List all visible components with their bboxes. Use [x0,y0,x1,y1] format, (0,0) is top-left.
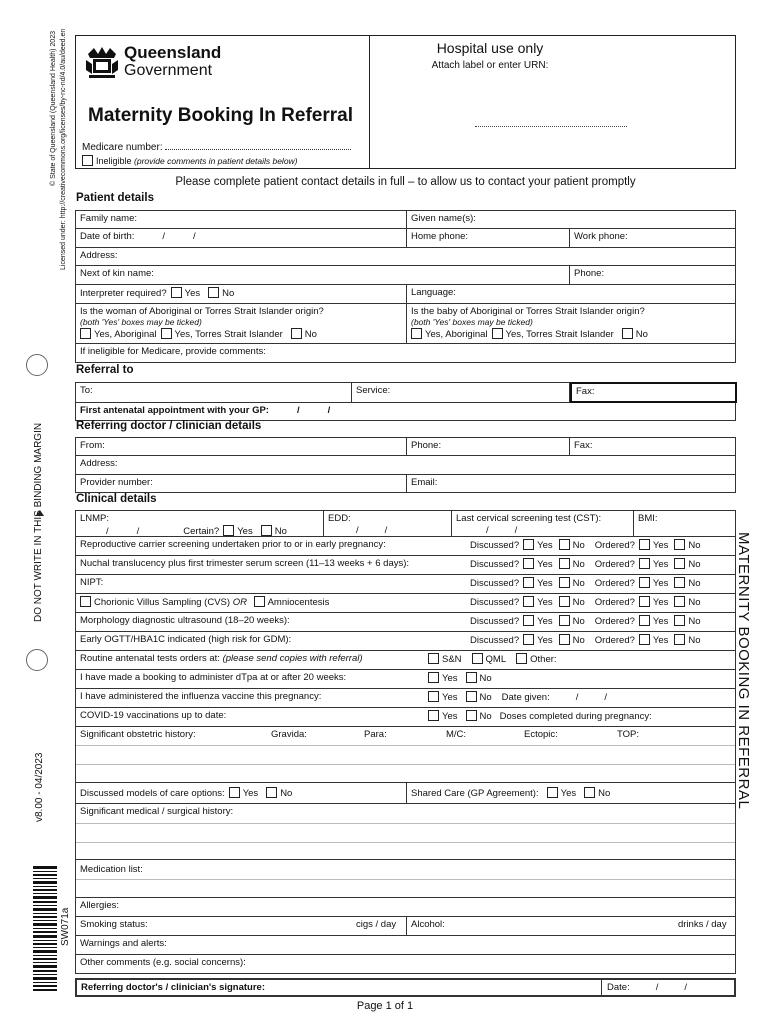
hospital-use-title: Hospital use only [436,40,544,56]
allergies-row[interactable] [75,898,736,917]
family-name-row[interactable] [75,210,736,229]
discussed-no-checkbox[interactable] [559,634,570,645]
amnio-checkbox[interactable] [254,596,265,607]
bmi-label: BMI: [638,513,658,524]
warnings-label: Warnings and alerts: [80,938,167,949]
signature-row[interactable]: Referring doctor's / clinician's signature: Date: / / [75,978,736,997]
screening-label: Early OGTT/HBA1C indicated (high risk for GDM): [80,634,292,645]
referral-fax-label: Fax: [570,382,737,403]
cst-label: Last cervical screening test (CST): [456,513,602,524]
medicare-label: Medicare number: [82,142,163,153]
shared-care-no-checkbox[interactable] [584,787,595,798]
date-given-label: Date given: [501,692,550,703]
ordered-no-checkbox[interactable] [674,596,685,607]
first-gp-row[interactable]: First antenatal appointment with your GP: / / [75,403,736,421]
flu-no-checkbox[interactable] [466,691,477,702]
next-of-kin-row[interactable] [75,266,736,285]
referrer-phone-label: Phone: [411,440,442,451]
clinical-heading: Clinical details [76,493,157,505]
models-no-checkbox[interactable] [266,787,277,798]
ordered-yes-checkbox[interactable] [639,558,650,569]
interpreter-no-checkbox[interactable] [208,287,219,298]
qml-checkbox[interactable] [472,653,483,664]
next-of-kin-label: Next of kin name: [80,268,154,279]
urn-field[interactable] [475,126,627,127]
cvs-label: Chorionic Villus Sampling (CVS) [94,597,231,608]
ordered-yes-checkbox[interactable] [639,539,650,550]
shared-care-yes-checkbox[interactable] [547,787,558,798]
ineligible-comments-row[interactable] [75,344,736,363]
referral-to-row[interactable] [75,382,736,403]
form-code: SW071a [60,907,71,946]
binding-hole-top [26,354,48,376]
edd-label: EDD: [328,513,351,524]
interpreter-yes-checkbox[interactable] [171,287,182,298]
cvs-checkbox[interactable] [80,596,91,607]
from-label: From: [80,440,105,451]
models-label: Discussed models of care options: [80,788,225,799]
para-label: Para: [364,729,387,740]
interpreter-row[interactable]: Interpreter required? Yes No Language: [75,285,736,304]
other-lab-checkbox[interactable] [516,653,527,664]
arrow-up-icon [36,510,44,516]
woman-aboriginal-checkbox[interactable] [80,328,91,339]
ordered-no-checkbox[interactable] [674,577,685,588]
discussed-yes-checkbox[interactable] [523,577,534,588]
service-label: Service: [356,385,391,396]
smoking-row[interactable] [75,917,736,936]
certain-no-checkbox[interactable] [261,525,272,536]
shared-care-label: Shared Care (GP Agreement): [411,788,539,799]
referral-to-heading: Referral to [76,364,134,376]
discussed-yes-checkbox[interactable] [523,558,534,569]
discussed-no-checkbox[interactable] [559,558,570,569]
form-header [75,35,736,169]
version-text: v8.00 - 04/2023 [34,752,45,822]
mc-label: M/C: [446,729,467,740]
discussed-yes-checkbox[interactable] [523,634,534,645]
given-names-label: Given name(s): [411,213,476,224]
crest-logo-icon [84,44,120,80]
discussed-yes-checkbox[interactable] [523,539,534,550]
woman-no-checkbox[interactable] [291,328,302,339]
ineligible-label: Ineligible [96,156,132,166]
dtpa-label: I have made a booking to administer dTpa at or after 20 weeks: [80,672,347,683]
page-title: Maternity Booking In Referral [88,105,353,126]
ordered-yes-checkbox[interactable] [639,577,650,588]
alcohol-label: Alcohol: [411,919,445,930]
aboriginal-woman-label: Is the woman of Aboriginal or Torres Strait Islander origin? [80,306,324,317]
baby-tsi-checkbox[interactable] [492,328,503,339]
obstetric-label: Significant obstetric history: [80,729,196,740]
covid-yes-checkbox[interactable] [428,710,439,721]
other-comments-label: Other comments (e.g. social concerns): [80,957,246,968]
language-label: Language: [411,287,456,298]
screening-label: Morphology diagnostic ultrasound (18–20 weeks): [80,615,290,626]
covid-label: COVID-19 vaccinations up to date: [80,710,227,721]
medication-row[interactable] [75,860,736,898]
ineligible-comments-label: If ineligible for Medicare, provide comments: [80,346,266,357]
ordered-yes-checkbox[interactable] [639,596,650,607]
aboriginal-row[interactable]: Is the woman of Aboriginal or Torres Strait Islander origin? (both 'Yes' boxes may be ticked) Yes, Aboriginal Yes, Torres Strait Islander No Is the baby of Aboriginal or Torres Strait Islander origin? (both 'Yes' boxes may be ticked) Yes, Aboriginal Yes, Torres Strait Islander No [75,304,736,344]
allergies-label: Allergies: [80,900,120,911]
signature-label: Referring doctor's / clinician's signature: [81,982,266,993]
morphology-row[interactable]: Morphology diagnostic ultrasound (18–20 weeks): Discussed? Yes No Ordered? Yes No [75,613,736,632]
provider-label: Provider number: [80,477,153,488]
provider-row[interactable] [75,475,736,493]
ordered-yes-checkbox[interactable] [639,634,650,645]
interpreter-label: Interpreter required? [80,288,167,299]
cigs-label: cigs / day [356,919,397,930]
work-phone-label: Work phone: [574,231,628,242]
side-title: MATERNITY BOOKING IN REFERRAL [735,532,752,810]
doses-label: Doses completed during pregnancy: [499,711,652,722]
referring-heading: Referring doctor / clinician details [76,420,262,432]
dob-row[interactable]: Date of birth: / / Home phone: Work phone: [75,229,736,248]
intro-text: Please complete patient contact details in full – to allow us to contact your patient promptly [175,176,636,188]
binding-hole-bottom [26,649,48,671]
home-phone-label: Home phone: [411,231,469,242]
family-name-label: Family name: [80,213,138,224]
discussed-no-checkbox[interactable] [559,577,570,588]
ineligible-checkbox[interactable] [82,155,93,166]
email-label: Email: [411,477,438,488]
sn-checkbox[interactable] [428,653,439,664]
ordered-no-checkbox[interactable] [674,634,685,645]
kin-phone-label: Phone: [574,268,605,279]
signature-date-label: Date: [607,982,630,993]
ineligible-option[interactable] [82,155,298,166]
address-row[interactable] [75,248,736,266]
barcode [33,866,57,991]
aboriginal-baby-label: Is the baby of Aboriginal or Torres Strait Islander origin? [411,306,645,317]
baby-no-checkbox[interactable] [622,328,633,339]
dtpa-row[interactable]: I have made a booking to administer dTpa at or after 20 weeks: Yes No [75,670,736,689]
screening-label: NIPT: [80,577,104,588]
drinks-label: drinks / day [678,919,727,930]
ordered-no-checkbox[interactable] [674,558,685,569]
discussed-no-checkbox[interactable] [559,539,570,550]
page-number: Page 1 of 1 [356,1000,414,1012]
ordered-no-checkbox[interactable] [674,615,685,626]
to-label: To: [80,385,93,396]
discussed-yes-checkbox[interactable] [523,615,534,626]
medical-history-row[interactable] [75,804,736,860]
baby-aboriginal-checkbox[interactable] [411,328,422,339]
ordered-no-checkbox[interactable] [674,539,685,550]
gravida-label: Gravida: [271,729,307,740]
discussed-no-checkbox[interactable] [559,596,570,607]
routine-label: Routine antenatal tests orders at: [80,653,220,664]
certain-yes-checkbox[interactable] [223,525,234,536]
discussed-yes-checkbox[interactable] [523,596,534,607]
brand-line2: Government [124,62,213,79]
address-label: Address: [80,250,118,261]
referrer-address-row[interactable] [75,456,736,475]
covid-no-checkbox[interactable] [466,710,477,721]
obstetric-history-row[interactable] [75,727,736,783]
screening-label: Reproductive carrier screening undertaken prior to or in early pregnancy: [80,539,386,550]
brand-line1: Queensland [124,43,222,62]
models-yes-checkbox[interactable] [229,787,240,798]
certain-label: Certain? [183,526,220,537]
medication-label: Medication list: [80,864,143,875]
top-label: TOP: [617,729,639,740]
copyright-text: © State of Queensland (Queensland Health) 2023 [50,31,57,186]
referrer-address-label: Address: [80,458,118,469]
models-of-care-row[interactable]: Discussed models of care options: Yes No Shared Care (GP Agreement): Yes No [75,783,736,804]
lnmp-label: LNMP: [80,513,110,524]
medical-label: Significant medical / surgical history: [80,806,234,817]
from-row[interactable] [75,437,736,456]
dob-label: Date of birth: [80,231,135,242]
cvs-row[interactable]: Chorionic Villus Sampling (CVS) OR Amniocentesis Discussed? Yes No Ordered? Yes No [75,594,736,613]
smoking-label: Smoking status: [80,919,148,930]
routine-tests-row[interactable]: Routine antenatal tests orders at: (please send copies with referral) S&N QML Other: [75,651,736,670]
license-text: Licensed under: http://creativecommons.org/licenses/by-nc-nd/4.0/au/deed.en [60,28,67,270]
dtpa-yes-checkbox[interactable] [428,672,439,683]
amnio-label: Amniocentesis [267,597,330,608]
first-gp-label: First antenatal appointment with your GP: [80,405,269,416]
dtpa-no-checkbox[interactable] [466,672,477,683]
nipt-row[interactable]: NIPT: Discussed? Yes No Ordered? Yes No [75,575,736,594]
woman-tsi-checkbox[interactable] [161,328,172,339]
discussed-no-checkbox[interactable] [559,615,570,626]
patient-details-heading: Patient details [76,192,154,204]
flu-yes-checkbox[interactable] [428,691,439,702]
binding-margin-note: DO NOT WRITE IN THIS BINDING MARGIN [33,422,44,622]
ordered-yes-checkbox[interactable] [639,615,650,626]
covid-row[interactable]: COVID-19 vaccinations up to date: Yes No Doses completed during pregnancy: [75,708,736,727]
lnmp-row[interactable]: LNMP: / / Certain? Yes No EDD: / / Last cervical screening test (CST): / / BMI: [75,510,736,537]
screening-label: Nuchal translucency plus first trimester serum screen (11–13 weeks + 6 days): [80,558,410,569]
ectopic-label: Ectopic: [524,729,558,740]
referrer-fax-label: Fax: [574,440,593,451]
ogtt-row[interactable]: Early OGTT/HBA1C indicated (high risk for GDM): Discussed? Yes No Ordered? Yes No [75,632,736,651]
warnings-row[interactable] [75,936,736,955]
flu-label: I have administered the influenza vaccine this pregnancy: [80,691,322,702]
carrier-screening-row[interactable]: Reproductive carrier screening undertaken prior to or in early pregnancy: Discussed? Yes No Ordered? Yes No [75,537,736,556]
nuchal-row[interactable]: Nuchal translucency plus first trimester serum screen (11–13 weeks + 6 days): Discussed? Yes No Ordered? Yes No [75,556,736,575]
medicare-field[interactable] [82,142,351,153]
hospital-use-sub: Attach label or enter URN: [431,60,549,71]
flu-row[interactable]: I have administered the influenza vaccine this pregnancy: Yes No Date given: / / [75,689,736,708]
other-comments-row[interactable] [75,955,736,974]
ineligible-note: (provide comments in patient details below) [134,156,298,166]
